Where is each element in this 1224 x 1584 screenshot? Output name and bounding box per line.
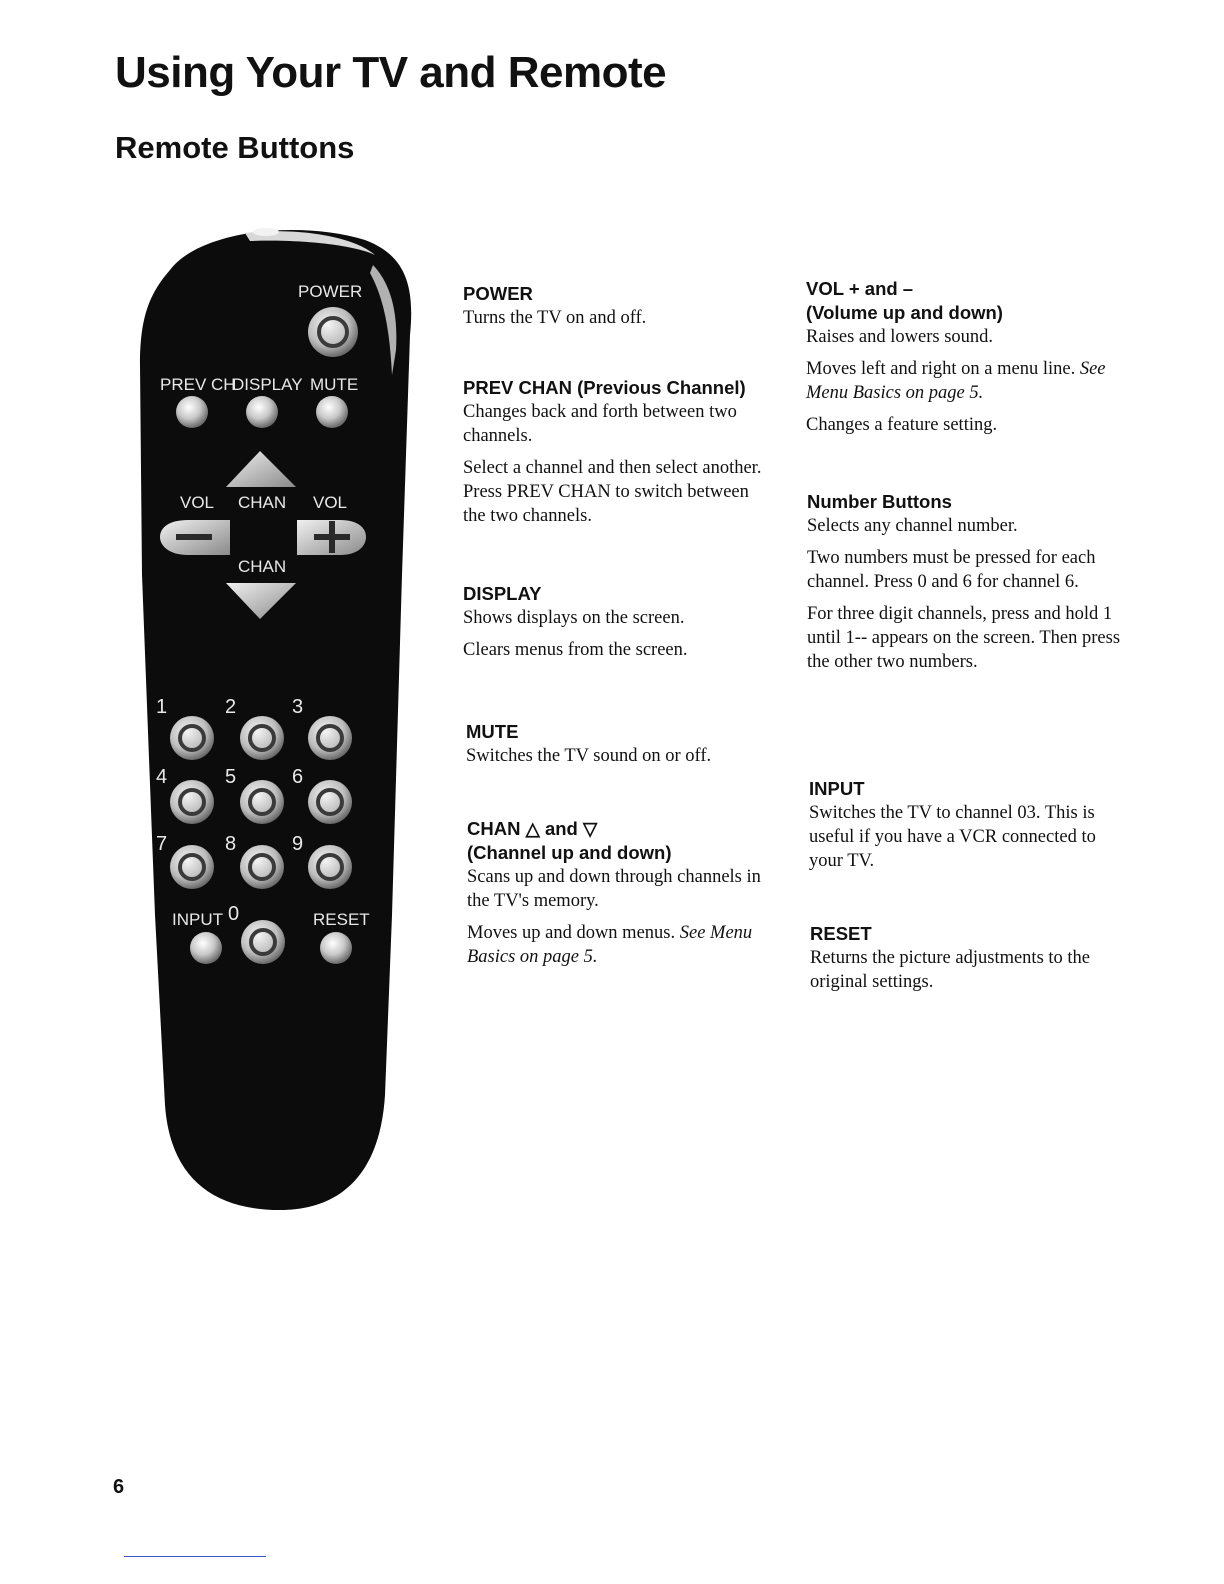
chan-top-label: CHAN [238,493,287,512]
power-section [463,282,783,338]
display-button[interactable] [246,396,278,428]
num-6-button[interactable] [308,780,352,824]
number-text-3: For three digit channels, press and hold 1 until 1-- appears on the screen. Then press the other two numbers. [807,604,1121,672]
mute-section [466,720,776,776]
num-3-button[interactable] [308,716,352,760]
number-heading: Number Buttons [807,491,952,512]
num-8-label: 8 [225,833,237,855]
input-label: INPUT [172,910,223,929]
chan-bottom-label: CHAN [238,557,287,576]
num-6-label: 6 [292,766,304,788]
vol-subheading: (Volume up and down) [806,302,1003,323]
display-text-1: Shows displays on the screen. [463,608,685,628]
input-text: Switches the TV to channel 03. This is useful if you have a VCR connected to your TV. [809,803,1096,871]
input-section [809,777,1109,881]
chan-text-2-main: Moves up and down menus. [467,923,676,943]
display-text-2: Clears menus from the screen. [463,640,688,660]
vol-text-2-main: Moves left and right on a menu line. [806,359,1076,379]
footer-rule [124,1556,266,1557]
vol-see-also: See Menu Basics on page 5. [806,359,1106,403]
prev-chan-section [463,376,773,536]
reset-heading: RESET [810,923,872,944]
mute-heading: MUTE [466,721,519,742]
chan-section [467,817,767,977]
num-2-button[interactable] [240,716,284,760]
chan-text-1: Scans up and down through channels in the TV's memory. [467,867,761,911]
number-text-2: Two numbers must be pressed for each channel. Press 0 and 6 for channel 6. [807,548,1096,592]
remote-highlight [253,228,279,236]
chan-heading: CHAN △ and ▽ [467,818,598,839]
display-section [463,582,773,670]
power-text: Turns the TV on and off. [463,308,647,328]
power-heading: POWER [463,283,533,304]
reset-text: Returns the picture adjustments to the original settings. [810,948,1091,992]
reset-section [810,922,1125,1002]
prev-ch-button[interactable] [176,396,208,428]
num-7-button[interactable] [170,845,214,889]
vol-left-label: VOL [180,493,215,512]
power-button[interactable] [308,307,358,357]
num-0-button[interactable] [241,920,285,964]
mute-label: MUTE [310,375,359,394]
vol-down-button[interactable] [160,520,230,555]
num-9-button[interactable] [308,845,352,889]
vol-text-3: Changes a feature setting. [806,415,998,435]
num-9-label: 9 [292,833,304,855]
num-1-label: 1 [156,696,168,718]
number-text-1: Selects any channel number. [807,516,1018,536]
reset-button[interactable] [320,932,352,964]
vol-heading: VOL + and – [806,278,914,299]
num-7-label: 7 [156,833,168,855]
mute-text: Switches the TV sound on or off. [466,746,712,766]
power-label: POWER [298,282,363,301]
chan-text-2 [467,921,767,969]
page-title: Using Your TV and Remote [115,48,667,97]
vol-right-label: VOL [313,493,348,512]
num-1-button[interactable] [170,716,214,760]
prev-chan-heading: PREV CHAN (Previous Channel) [463,377,746,398]
number-section [807,490,1122,682]
mute-button[interactable] [316,396,348,428]
prev-ch-label: PREV CH [160,375,236,394]
num-8-button[interactable] [240,845,284,889]
section-title: Remote Buttons [115,130,355,165]
vol-section [806,277,1116,445]
num-4-button[interactable] [170,780,214,824]
page-number: 6 [113,1476,125,1498]
vol-text-1: Raises and lowers sound. [806,327,994,347]
display-heading: DISPLAY [463,583,542,604]
input-button[interactable] [190,932,222,964]
input-heading: INPUT [809,778,865,799]
num-4-label: 4 [156,766,168,788]
prev-chan-text-2: Select a channel and then select another. Press PREV CHAN to switch between the two channels. [463,458,762,526]
num-3-label: 3 [292,696,304,718]
num-5-label: 5 [225,766,237,788]
display-label: DISPLAY [232,375,303,394]
prev-chan-text-1: Changes back and forth between two channels. [463,402,737,446]
chan-subheading: (Channel up and down) [467,842,672,863]
remote-illustration [130,215,430,1220]
chan-see-also: See Menu Basics on page 5. [467,923,753,967]
num-5-button[interactable] [240,780,284,824]
vol-up-button[interactable] [297,520,366,555]
reset-label: RESET [313,910,370,929]
vol-text-2 [806,357,1116,405]
num-0-label: 0 [228,903,240,925]
num-2-label: 2 [225,696,237,718]
